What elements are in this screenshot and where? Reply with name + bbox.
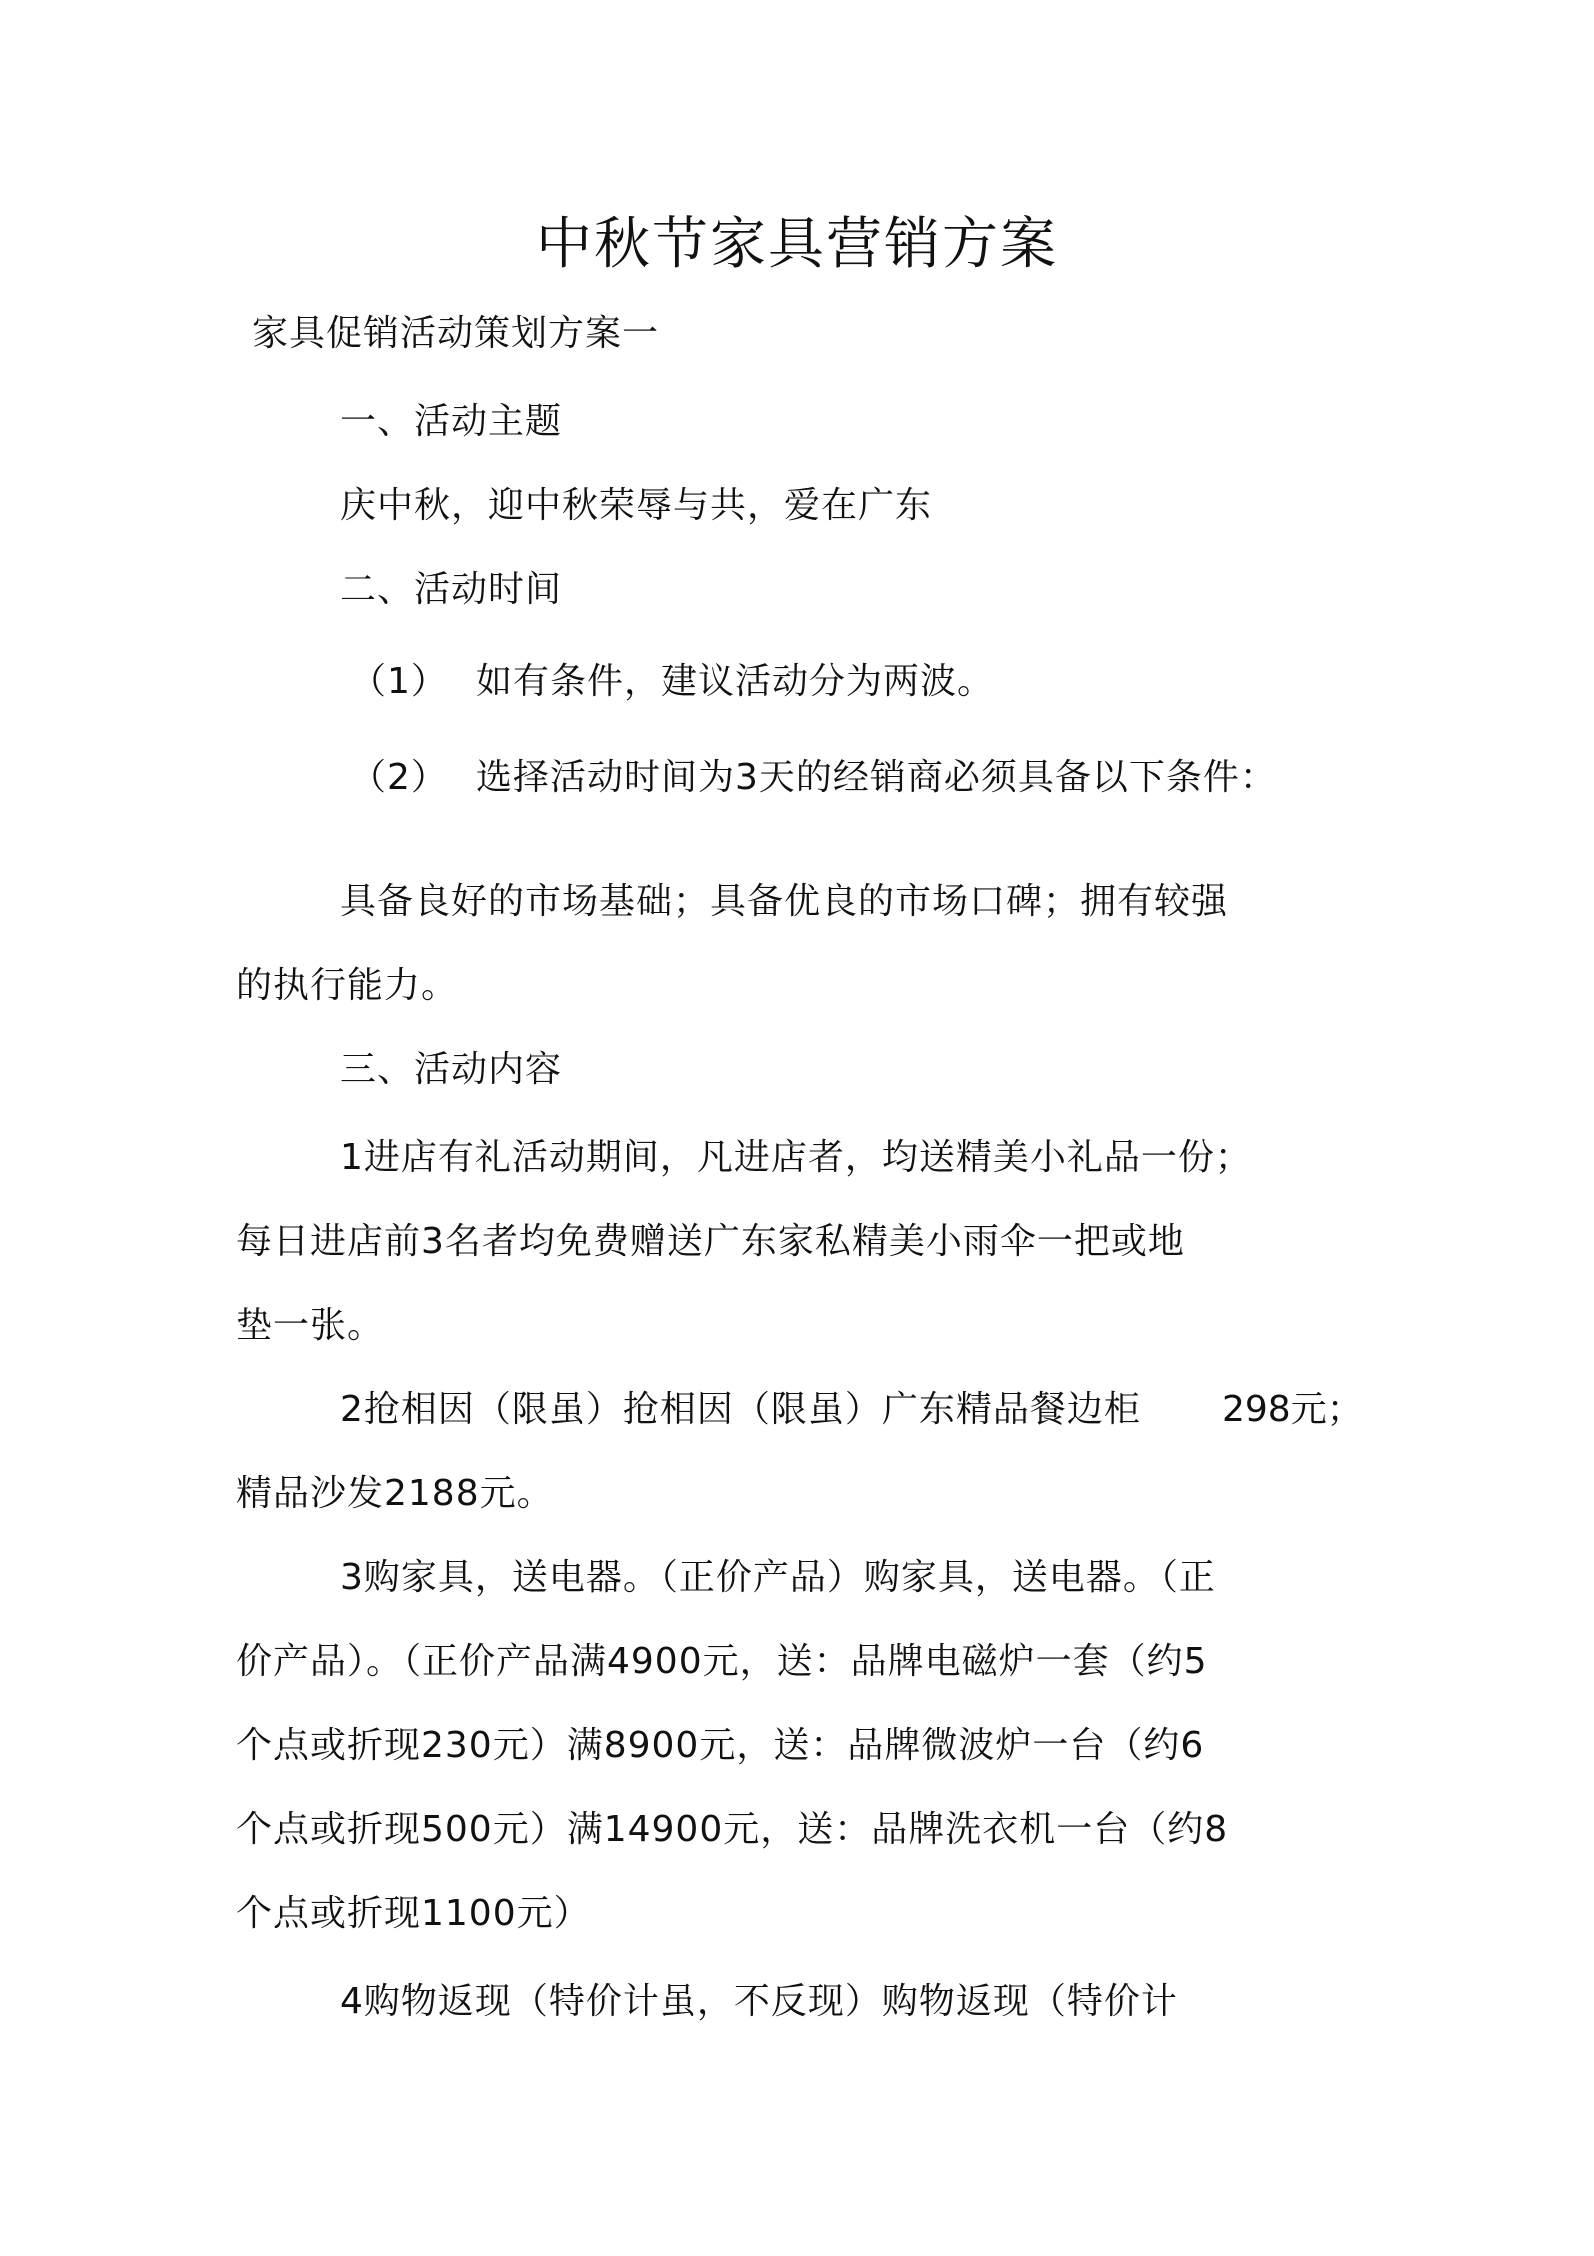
paragraph-line: 的执行能力。 [236,965,459,1006]
paragraph-line: 2抢相因（限虽）抢相因（限虽）广东精品餐边柜 [340,1389,1141,1430]
section-2-heading: 二、活动时间 [340,569,563,610]
paragraph-line: 个点或折现230元）满8900元，送：品牌微波炉一台（约6 [236,1725,1205,1766]
plan-subtitle: 家具促销活动策划方案一 [252,313,660,354]
list-item-text: 如有条件，建议活动分为两波。 [476,661,995,702]
list-item-number: （2） [350,757,448,798]
price-value: 298元； [1222,1389,1363,1430]
list-item-number: （1） [350,661,448,702]
paragraph-line: 每日进店前3名者均免费赠送广东家私精美小雨伞一把或地 [236,1221,1185,1262]
list-item-text: 选择活动时间为3天的经销商必须具备以下条件： [476,757,1277,798]
paragraph-line: 4购物返现（特价计虽，不反现）购物返现（特价计 [340,1981,1178,2022]
paragraph-line: 精品沙发2188元。 [236,1473,554,1514]
paragraph-line: 个点或折现1100元） [236,1893,591,1934]
paragraph-line: 具备良好的市场基础；具备优良的市场口碑；拥有较强 [340,881,1229,922]
paragraph-line: 1进店有礼活动期间，凡进店者，均送精美小礼品一份； [340,1137,1252,1178]
paragraph-line: 价产品）。（正价产品满4900元，送：品牌电磁炉一套（约5 [236,1641,1208,1682]
section-1-heading: 一、活动主题 [340,401,563,442]
paragraph-line: 垫一张。 [236,1305,385,1346]
paragraph-line: 3购家具，送电器。（正价产品）购家具，送电器。（正 [340,1557,1216,1598]
document-title: 中秋节家具营销方案 [536,212,1058,277]
paragraph-line: 个点或折现500元）满14900元，送：品牌洗衣机一台（约8 [236,1809,1229,1850]
section-3-heading: 三、活动内容 [340,1049,563,1090]
section-1-body: 庆中秋，迎中秋荣辱与共，爱在广东 [340,485,933,526]
